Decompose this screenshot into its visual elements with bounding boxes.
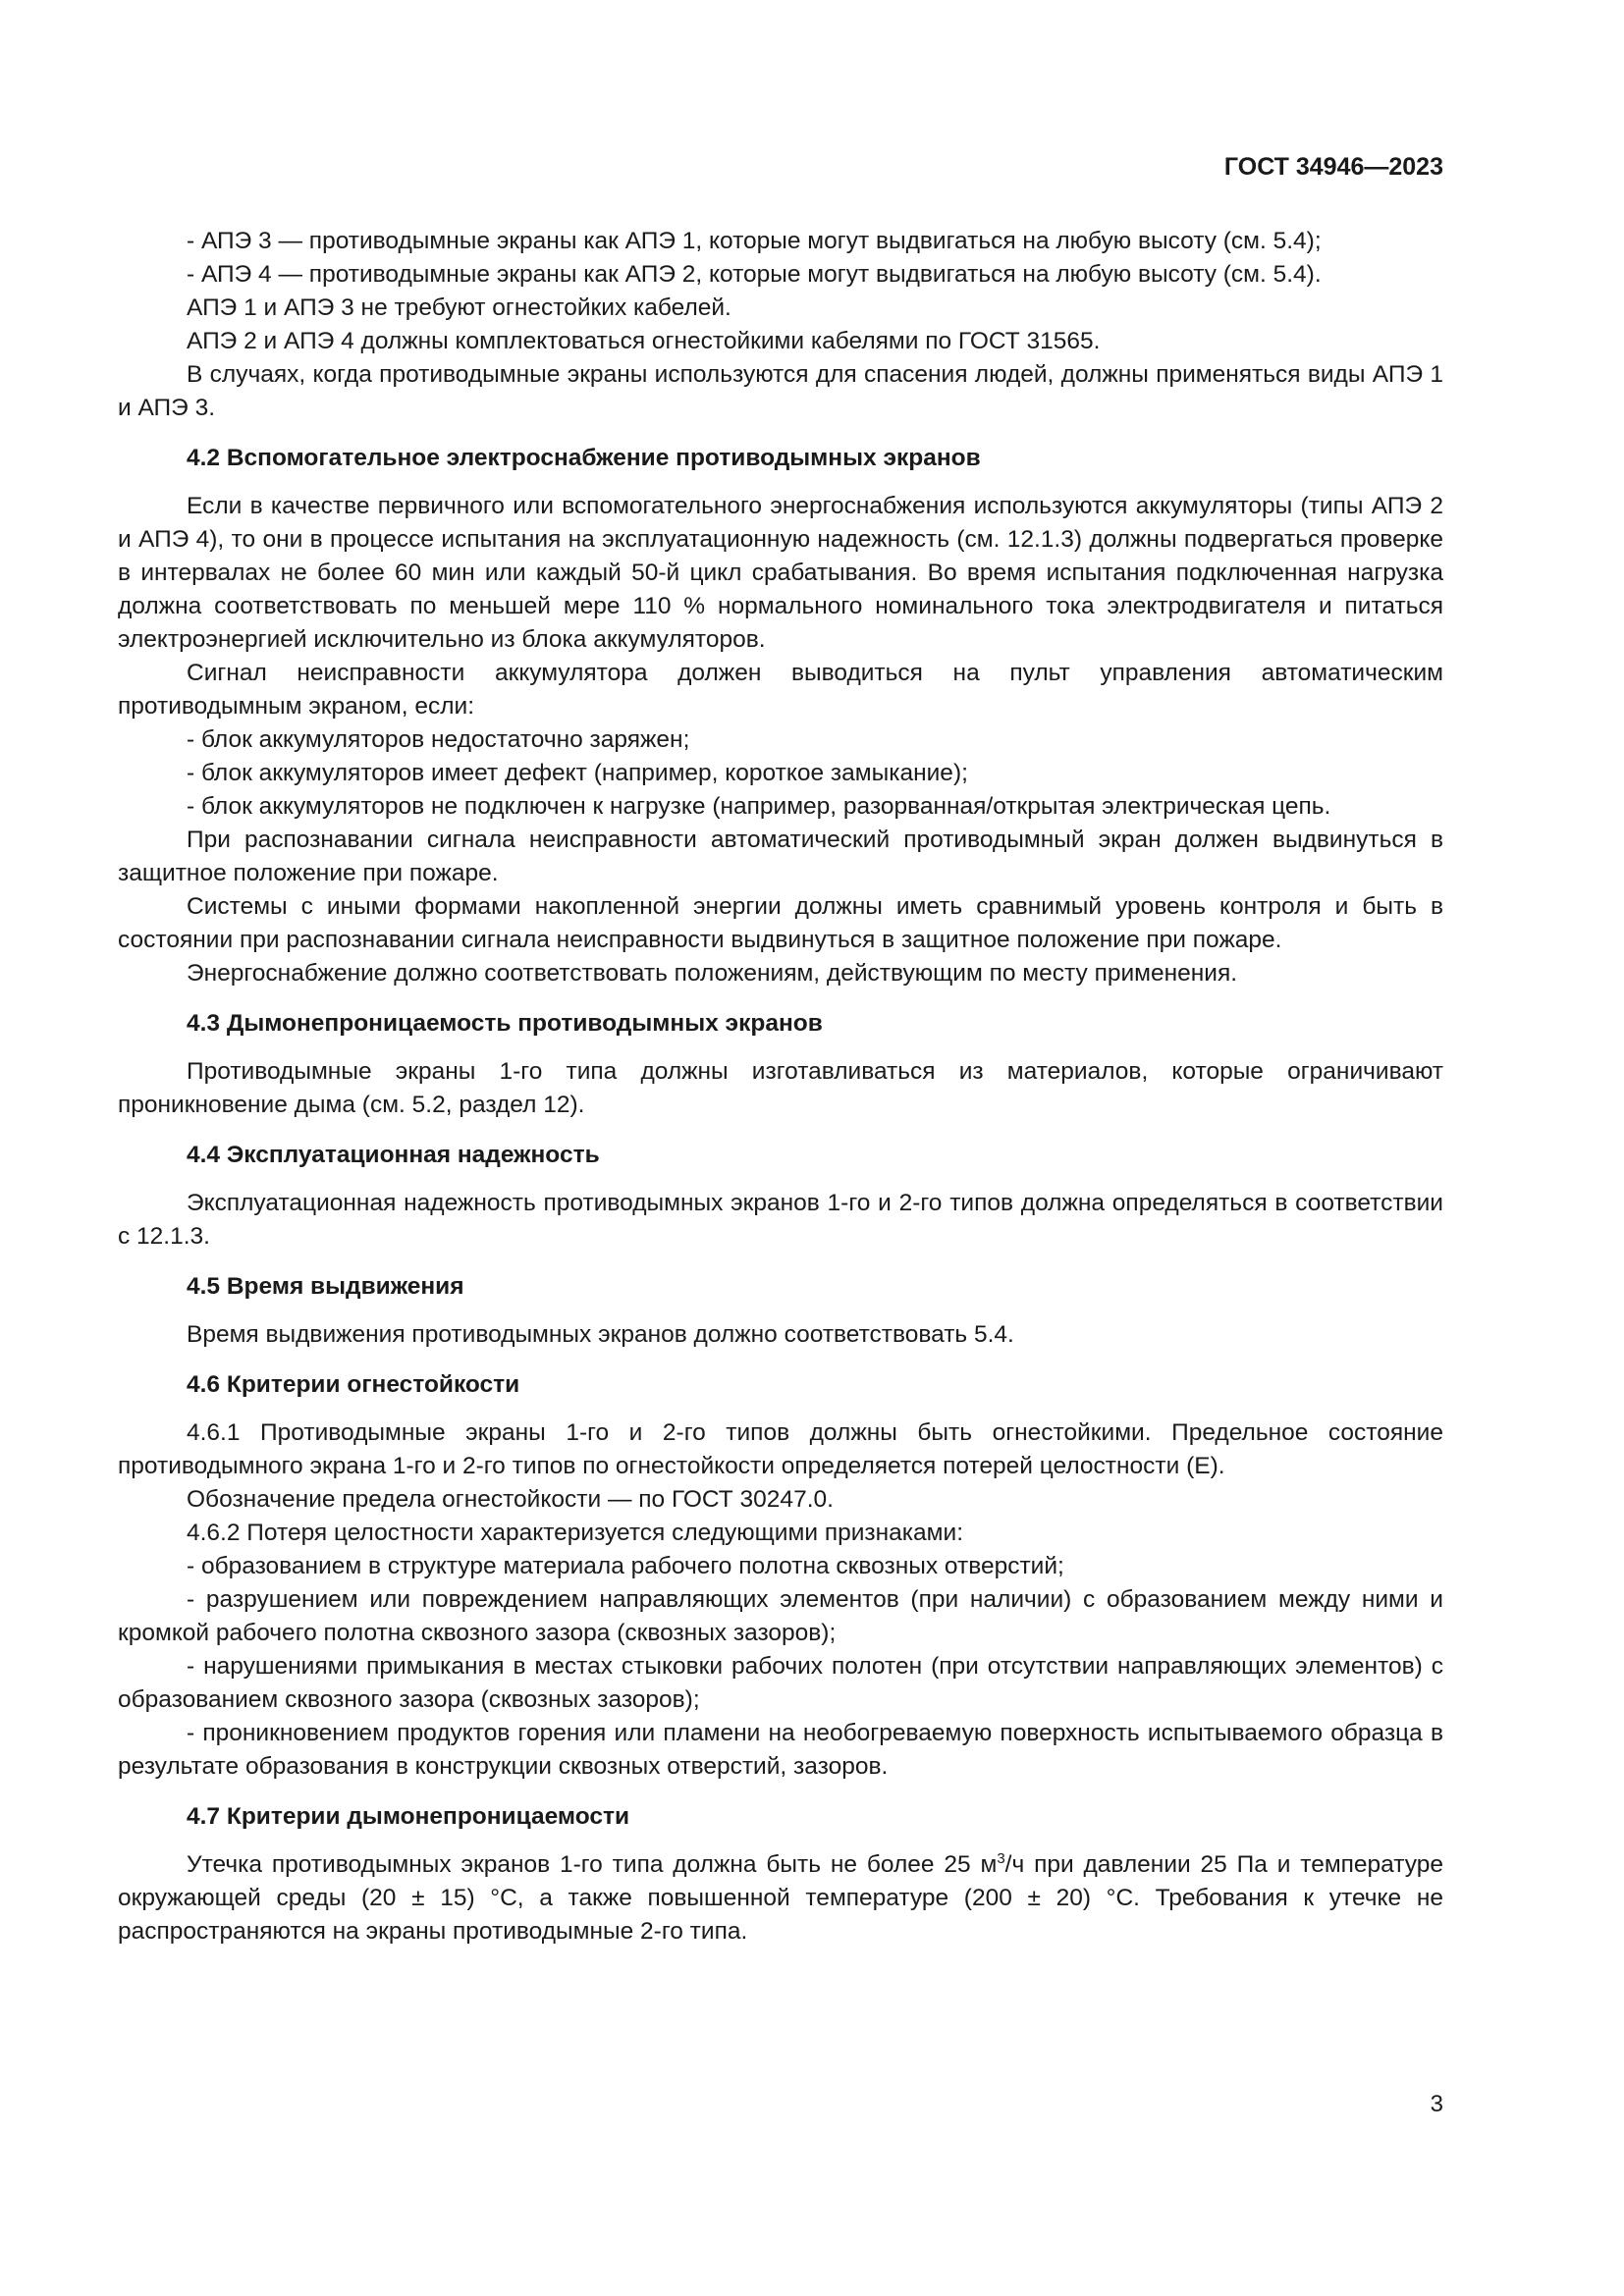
section-heading-4-5: 4.5 Время выдвижения <box>187 1273 464 1300</box>
paragraph: Системы с иными формами накопленной энергии должны иметь сравнимый уровень контроля и быть в состоянии при распознавании сигнала неисправности выдвинуться в защитное положение при пожаре. <box>118 893 1443 953</box>
paragraph: 4.6.2 Потеря целостности характеризуется следующими признаками: <box>187 1520 964 1546</box>
paragraph <box>118 1848 1443 1949</box>
section-heading-4-3: 4.3 Дымонепроницаемость противодымных экранов <box>187 1010 823 1037</box>
list-item: - проникновением продуктов горения или пламени на необогреваемую поверхность испытываемого образца в результате образования в конструкции сквозных отверстий, зазоров. <box>118 1720 1443 1780</box>
paragraph: Энергоснабжение должно соответствовать положениям, действующим по месту применения. <box>187 960 1238 987</box>
paragraph: Сигнал неисправности аккумулятора должен выводиться на пульт управления автоматическим противодымным экраном, если: <box>118 660 1443 720</box>
page-content <box>118 225 1443 1949</box>
list-item: - блок аккумуляторов имеет дефект (например, короткое замыкание); <box>187 760 968 786</box>
paragraph: 4.6.1 Противодымные экраны 1-го и 2-го типов должны быть огнестойкими. Предельное состояние противодымного экрана 1-го и 2-го типов по огнестойкости определяется потерей целостности (Е). <box>118 1419 1443 1479</box>
paragraph: Эксплуатационная надежность противодымных экранов 1-го и 2-го типов должна определяться в соответствии с 12.1.3. <box>118 1190 1443 1250</box>
list-item: - образованием в структуре материала рабочего полотна сквозных отверстий; <box>187 1553 1064 1579</box>
list-item: - нарушениями примыкания в местах стыковки рабочих полотен (при отсутствии направляющих элементов) с образованием сквозного зазора (сквозных зазоров); <box>118 1653 1443 1713</box>
paragraph: Противодымные экраны 1-го типа должны изготавливаться из материалов, которые ограничивают проникновение дыма (см. 5.2, раздел 12). <box>118 1058 1443 1118</box>
section-heading-4-4: 4.4 Эксплуатационная надежность <box>187 1142 600 1168</box>
superscript: 3 <box>997 1850 1005 1867</box>
paragraph: Если в качестве первичного или вспомогательного энергоснабжения используются аккумуляторы (типы АПЭ 2 и АПЭ 4), то они в процессе испытания на эксплуатационную надежность (см. 12.1.3) должны подвергаться проверке в интервалах не более 60 мин или каждый 50-й цикл срабатывания. Во время испытания подключенная нагрузка должна соответствовать по меньшей мере 110 % нормального номинального тока электродвигателя и питаться электроэнергией исключительно из блока аккумуляторов. <box>118 493 1443 653</box>
paragraph: АПЭ 1 и АПЭ 3 не требуют огнестойких кабелей. <box>187 294 731 321</box>
paragraph: При распознавании сигнала неисправности автоматический противодымный экран должен выдвинуться в защитное положение при пожаре. <box>118 827 1443 886</box>
paragraph: В случаях, когда противодымные экраны используются для спасения людей, должны применяться виды АПЭ 1 и АПЭ 3. <box>118 361 1443 421</box>
section-heading-4-6: 4.6 Критерии огнестойкости <box>187 1371 520 1398</box>
document-id-header: ГОСТ 34946—2023 <box>1223 153 1443 181</box>
section-heading-4-2: 4.2 Вспомогательное электроснабжение противодымных экранов <box>187 445 981 471</box>
text-run: Утечка противодымных экранов 1-го типа должна быть не более 25 м <box>187 1851 998 1878</box>
paragraph: Обозначение предела огнестойкости — по ГОСТ 30247.0. <box>187 1486 834 1513</box>
list-item: - разрушением или повреждением направляющих элементов (при наличии) с образованием между ними и кромкой рабочего полотна сквозного зазора (сквозных зазоров); <box>118 1586 1443 1646</box>
paragraph: АПЭ 2 и АПЭ 4 должны комплектоваться огнестойкими кабелями по ГОСТ 31565. <box>187 328 1101 354</box>
page-number: 3 <box>1430 2091 1443 2117</box>
paragraph: Время выдвижения противодымных экранов должно соответствовать 5.4. <box>187 1321 1014 1348</box>
list-item-ape4: - АПЭ 4 — противодымные экраны как АПЭ 2, которые могут выдвигаться на любую высоту (см. 5.4). <box>187 261 1322 288</box>
list-item: - блок аккумуляторов недостаточно заряжен; <box>187 726 690 753</box>
list-item: - блок аккумуляторов не подключен к нагрузке (например, разорванная/открытая электрическая цепь. <box>187 793 1331 820</box>
text-run: /ч при давлении 25 Па и температуре окружающей среды (20 ± 15) °С, а также повышенной температуре (200 ± 20) °С. Требования к утечке не распространяются на экраны противодымные 2-го типа. <box>118 1851 1443 1945</box>
list-item-ape3: - АПЭ 3 — противодымные экраны как АПЭ 1, которые могут выдвигаться на любую высоту (см. 5.4); <box>187 228 1322 254</box>
section-heading-4-7: 4.7 Критерии дымонепроницаемости <box>187 1803 630 1830</box>
